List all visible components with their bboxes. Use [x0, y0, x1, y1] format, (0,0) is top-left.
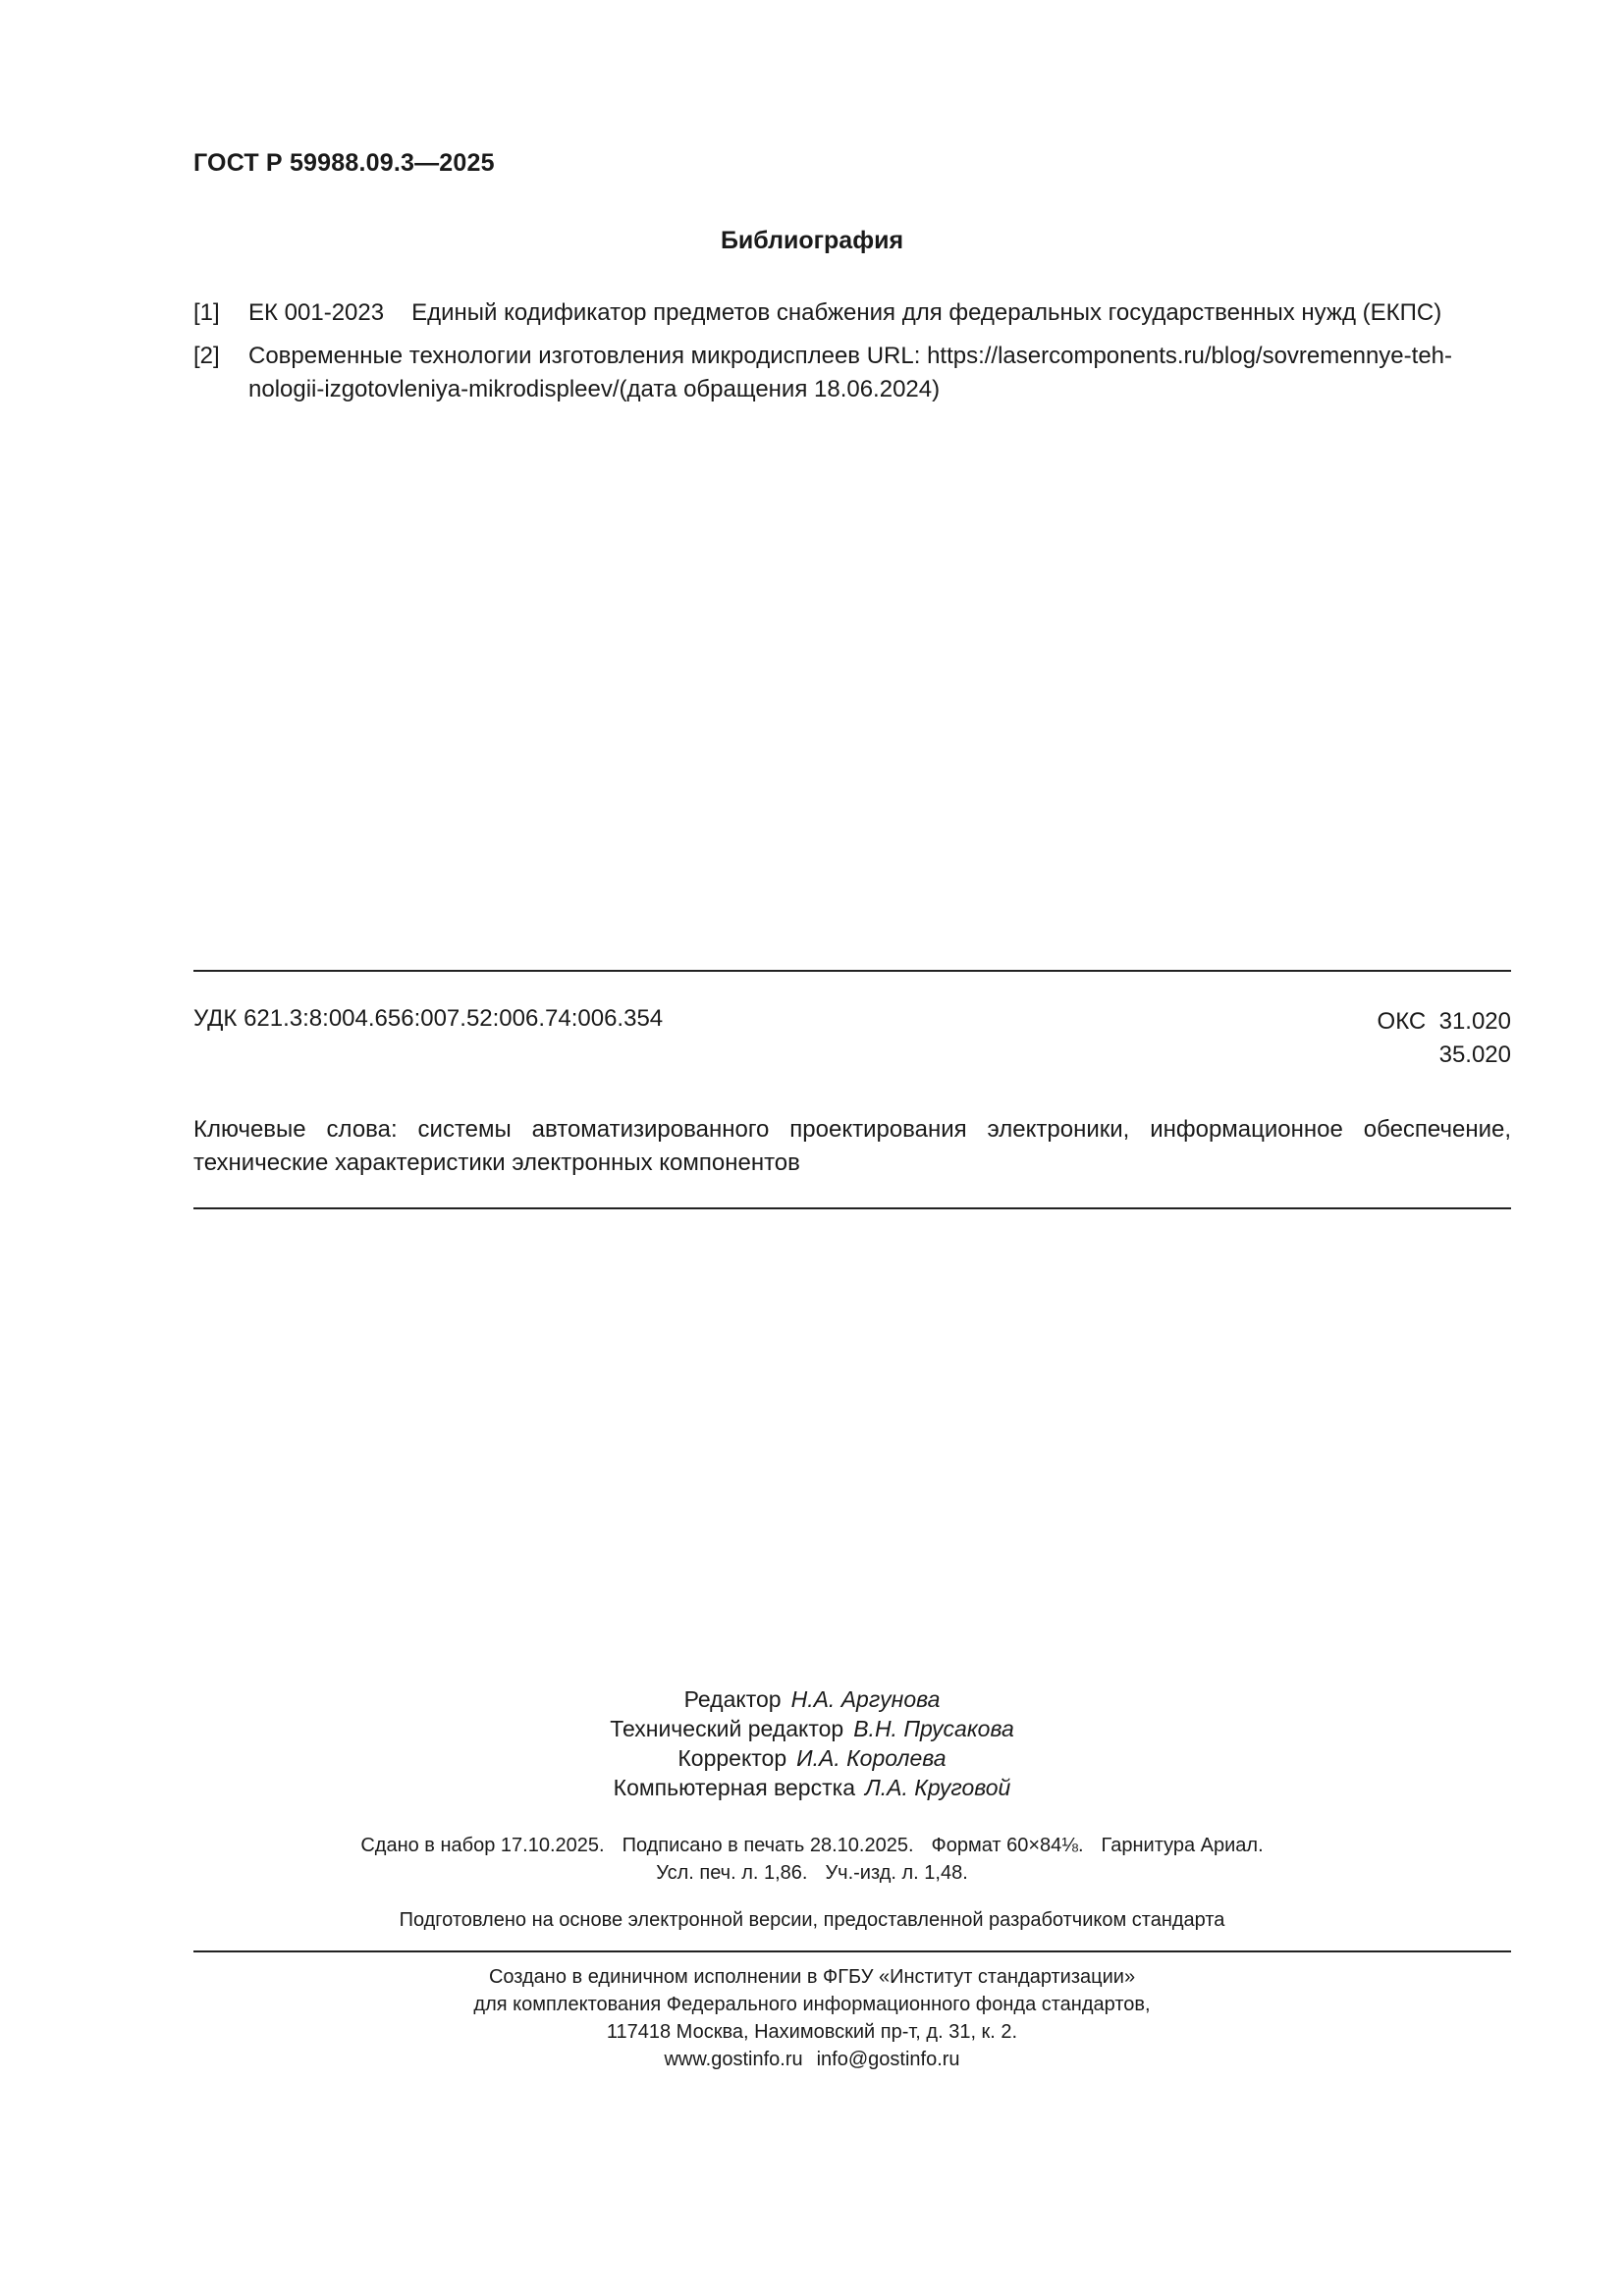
imprint-block — [0, 1832, 1624, 1887]
prepared-note: Подготовлено на основе электронной версии, предоставленной разработчиком стандарта — [399, 1909, 1225, 1931]
credit-name: Л.А. Круговой — [865, 1775, 1011, 1800]
bibliography-item-number: [1] — [193, 299, 220, 326]
publisher-line: для комплектования Федерального информационного фонда стандартов, — [473, 1994, 1151, 2015]
udk-code: УДК 621.3:8:004.656:007.52:006.74:006.354 — [193, 1005, 664, 1032]
credit-line — [0, 1773, 1624, 1802]
bibliography-list — [193, 296, 1511, 416]
credit-name: В.Н. Прусакова — [853, 1716, 1014, 1741]
imprint-signed: Подписано в печать 28.10.2025. — [622, 1835, 914, 1856]
divider-bottom — [193, 1950, 1511, 1952]
credit-line — [0, 1714, 1624, 1743]
oks-code: 35.020 — [1438, 1041, 1511, 1068]
document-code: ГОСТ Р 59988.09.3—2025 — [193, 149, 495, 177]
bibliography-title: Библиография — [720, 227, 904, 254]
imprint-line — [0, 1859, 1624, 1887]
publisher-contacts — [0, 2046, 1624, 2073]
publisher-email: info@gostinfo.ru — [816, 2049, 960, 2070]
bibliography-item-text: Современные технологии изготовления микродисплеев URL: https://lasercomponents.ru/blog/sovremennye-teh-nologii-izgotovleniya-mikrodispleev/(дата обращения 18.06.2024) — [248, 343, 1453, 402]
credit-role: Технический редактор — [610, 1716, 844, 1741]
credit-line — [0, 1743, 1624, 1773]
credit-name: Н.А. Аргунова — [790, 1686, 941, 1712]
credit-line — [0, 1684, 1624, 1714]
imprint-print-sheets: Усл. печ. л. 1,86. — [656, 1862, 808, 1884]
oks-label: ОКС — [1377, 1008, 1427, 1035]
bibliography-item-code: ЕК 001-2023 — [248, 299, 385, 326]
publisher-website: www.gostinfo.ru — [664, 2049, 803, 2070]
divider-middle — [193, 1207, 1511, 1209]
credit-role: Компьютерная верстка — [613, 1775, 855, 1800]
divider-top — [193, 970, 1511, 972]
credit-role: Корректор — [677, 1745, 787, 1771]
credit-name: И.А. Королева — [796, 1745, 947, 1771]
bibliography-item — [193, 340, 1511, 406]
oks-code: 31.020 — [1438, 1008, 1511, 1035]
credit-role: Редактор — [683, 1686, 782, 1712]
bibliography-item-text: Единый кодификатор предметов снабжения для федеральных государственных нужд (ЕКПС) — [411, 299, 1442, 326]
keywords: Ключевые слова: системы автоматизированного проектирования электроники, информационное обеспечение, технические характеристики электронных компонентов — [193, 1116, 1511, 1176]
publisher-block — [0, 1963, 1624, 2073]
imprint-format: Формат 60×84⅛. — [931, 1835, 1084, 1856]
oks-codes — [1378, 1005, 1511, 1072]
imprint-submitted: Сдано в набор 17.10.2025. — [360, 1835, 605, 1856]
imprint-publisher-sheets: Уч.-изд. л. 1,48. — [825, 1862, 968, 1884]
bibliography-item-number: [2] — [193, 343, 220, 369]
credits-block — [0, 1684, 1624, 1802]
imprint-line — [0, 1832, 1624, 1859]
publisher-line: Создано в единичном исполнении в ФГБУ «Институт стандартизации» — [488, 1966, 1136, 1988]
publisher-address: 117418 Москва, Нахимовский пр-т, д. 31, к. 2. — [606, 2021, 1018, 2043]
bibliography-item — [193, 296, 1511, 330]
imprint-typeface: Гарнитура Ариал. — [1101, 1835, 1264, 1856]
